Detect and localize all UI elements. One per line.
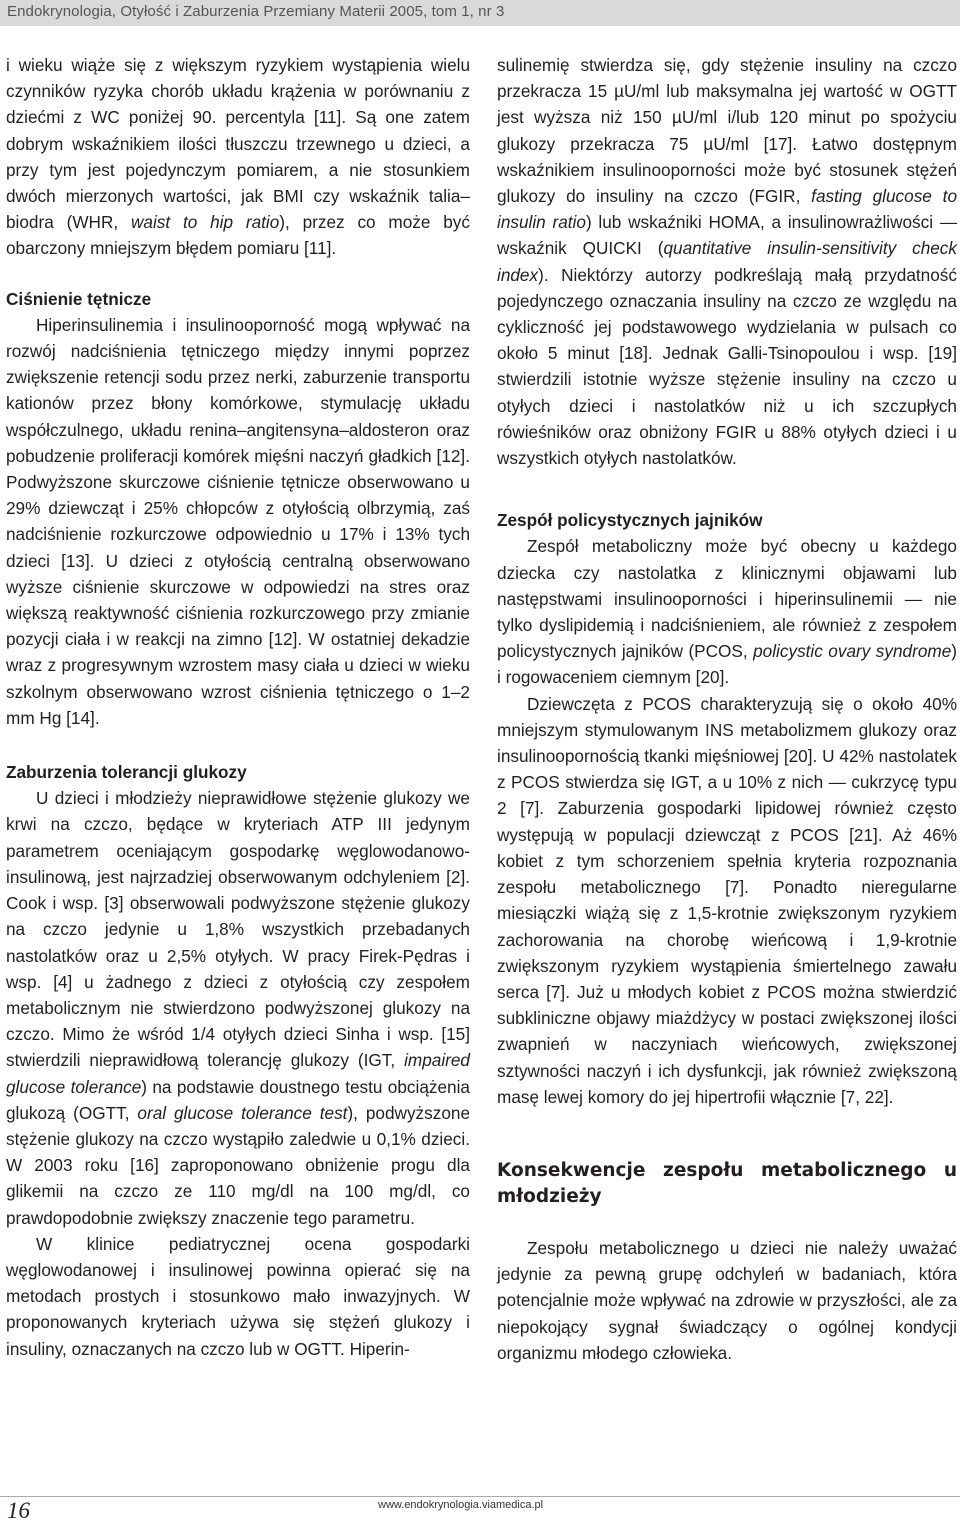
- section-heading: Ciśnienie tętnicze: [6, 288, 152, 309]
- paragraph: [497, 1235, 957, 1366]
- italic-term: fasting glucose to insulin ratio: [497, 186, 957, 233]
- text-run: Dziewczęta z PCOS charakteryzują się o około 40% mniejszym stymulowanym INS metabolizmem glukozy oraz insulinoopornością tkanki mięśniowej [20]. U 42% nastolatek z PCOS stwierdza się IGT, a u 10% z nich — cukrzycę typu 2 [7]. Zaburzenia gospodarki lipidowej również często występują w populacji dziewcząt z PCOS [21]. Aż 46% kobiet z tym schorzeniem spełnia kryteria rozpoznania zespołu metabolicznego [7]. Ponadto nieregularne miesiączki wiążą się z 1,5-krotnie zwiększonym ryzykiem zachorowania na chorobę wieńcową i 1,9-krotnie zwiększonym ryzykiem wystąpienia śmiertelnego zawału serca [7]. Już u młodych kobiet z PCOS można stwierdzić subkliniczne objawy miażdżycy w postaci zwiększonej ilości zwapnień w naczyniach wieńcowych, zwiększonej sztywności naczyń i ich dysfunkcji, jak również zwiększoną masę lewej komory do jej hipertrofii włącznie [7, 22].: [497, 693, 957, 1107]
- text-run: ) i rogowaceniem ciemnym [20].: [497, 641, 957, 688]
- paragraph: [497, 533, 957, 690]
- page-number: 16: [7, 1498, 30, 1523]
- text-run: ). Niektórzy autorzy podkreślają małą przydatność pojedynczego oznaczania insuliny na czczo ze względu na cykliczność jej podstawowego wydzielania w pulsach co około 5 minut [18]. Jednak Galli-Tsinopoulou i wsp. [19] stwierdzili istotnie wyższe stężenie insuliny na czczo u otyłych dzieci i nastolatków niż u ich szczupłych rówieśników oraz obniżony FGIR u 88% otyłych dzieci i u wszystkich otyłych nastolatków.: [497, 264, 957, 469]
- paragraph: [6, 1231, 470, 1362]
- text-run: U dzieci i młodzieży nieprawidłowe stężenie glukozy we krwi na czczo, będące w kryteriach ATP III jedynym parametrem oceniającym gospodarkę węglowodanowo-insulinową, jest najrzadziej obserwowanym odchyleniem [2]. Cook i wsp. [3] obserwowali podwyższone stężenie glukozy na czczo jedynie u 1,8% wszystkich przebadanych nastolatków oraz u 2,5% otyłych. W pracy Firek-Pędras i wsp. [4] u żadnego z dzieci z otyłością czy zespołem metabolicznym nie stwierdzono podwyższonej glukozy na czczo. Mimo że wśród 1/4 otyłych dzieci Sinha i wsp. [15] stwierdzili nieprawidłową tolerancję glukozy (IGT,: [6, 788, 470, 1071]
- paragraph: [6, 312, 470, 731]
- text-run: ), podwyższone stężenie glukozy na czczo wystąpiło zaledwie u 0,1% dzieci. W 2003 roku [16] zaproponowano obniżenie progu dla glikemii na czczo ze 110 mg/dl na 100 mg/dl, co prawdopodobnie zwiększy znaczenie tego parametru.: [6, 1102, 471, 1228]
- italic-term: oral glucose tolerance test: [137, 1102, 348, 1123]
- italic-term: quantitative insulin-sensitivity check index: [497, 238, 957, 285]
- text-run: ), przez co może być obarczony mniejszym błędem pomiaru [11].: [6, 212, 470, 259]
- paragraph: [497, 691, 957, 1110]
- text-run: ) lub wskaźniki HOMA, a insulinowrażliwości — wskaźnik QUICKI (: [497, 212, 958, 259]
- text-run: Zespół metaboliczny może być obecny u każdego dziecka czy nastolatka z klinicznymi objawami lub następstwami insulinooporności i hiperinsulinemii — nie tylko dyslipidemią i nadciśnieniem, ale również z zespołem policystycznych jajników (PCOS,: [497, 536, 957, 662]
- journal-title: Endokrynologia, Otyłość i Zaburzenia Przemiany Materii 2005, tom 1, nr 3: [7, 3, 505, 20]
- italic-term: waist to hip ratio: [130, 212, 280, 233]
- italic-term: policystic ovary syndrome: [753, 641, 952, 662]
- paragraph: [6, 785, 470, 1230]
- section-heading: Zespół policystycznych jajników: [497, 510, 763, 531]
- text-run: Hiperinsulinemia i insulinooporność mogą wpływać na rozwój nadciśnienia tętniczego między innymi poprzez zwiększenie retencji sodu przez nerki, zaburzenie transportu kationów przez błony komórkowe, stymulację układu współczulnego, układu renina–angitensyna–aldosteron oraz pobudzenie proliferacji komórek mięśni naczyń gładkich [12]. Podwyższone skurczowe ciśnienie tętnicze obserwowano u 29% dziewcząt i 25% chłopców z otyłością olbrzymią, zaś nadciśnienie rozkurczowe odpowiednio u 17% i 13% tych dzieci [13]. U dzieci z otyłością centralną obserwowano wyższe ciśnienie skurczowe w odpowiedzi na stres oraz większą reaktywność ciśnienia rozkurczowego przy zmianie pozycji ciała i w reakcji na zimno [12]. W ostatniej dekadzie wraz z progresywnym wzrostem masy ciała u dzieci w wieku szkolnym obserwowano wzrost ciśnienia tętniczego o 1–2 mm Hg [14].: [6, 314, 470, 728]
- text-run: Zespołu metabolicznego u dzieci nie należy uważać jedynie za pewną grupę odchyleń w badaniach, która potencjalnie może wpływać na zdrowie w przyszłości, ale za niepokojący sygnał świadczący o ogólnej kondycji organizmu młodego człowieka.: [497, 1237, 957, 1363]
- section-heading: Zaburzenia tolerancji glukozy: [6, 762, 247, 783]
- paragraph: [497, 52, 957, 471]
- chapter-heading: Konsekwencje zespołu metabolicznego u młodzieży: [497, 1159, 957, 1208]
- right-column: [497, 52, 957, 1366]
- text-run: i wieku wiąże się z większym ryzykiem wystąpienia wielu czynników ryzyka chorób układu krążenia w porównaniu z dziećmi z WC poniżej 90. percentyla [11]. Są one zatem dobrym wskaźnikiem ilości tłuszczu trzewnego u dzieci, a przy tym jest pojedynczym pomiarem, a nie stosunkiem dwóch mierzonych wartości, jak BMI czy wskaźnik talia–biodra (WHR,: [6, 55, 470, 233]
- footer-divider: [0, 1496, 960, 1497]
- left-column: [6, 52, 470, 1362]
- running-header: [0, 0, 960, 26]
- text-run: sulinemię stwierdza się, gdy stężenie insuliny na czczo przekracza 15 µU/ml lub maksymalna jej wartość w OGTT jest wyższa niż 150 µU/ml i/lub 120 minut po spożyciu glukozy przekracza 75 µU/ml [17]. Łatwo dostępnym wskaźnikiem insulinooporności może być stosunek stężeń glukozy do insuliny na czczo (FGIR,: [497, 55, 957, 207]
- text-run: W klinice pediatrycznej ocena gospodarki węglowodanowej i insulinowej powinna opierać się na metodach prostych i stosunkowo mało inwazyjnych. W proponowanych kryteriach używa się stężeń glukozy i insuliny, oznaczanych na czczo lub w OGTT. Hiperin-: [6, 1233, 470, 1359]
- italic-term: impaired glucose tolerance: [6, 1050, 470, 1097]
- paragraph: [6, 52, 470, 262]
- text-run: ) na podstawie doustnego testu obciążenia glukozą (OGTT,: [6, 1076, 470, 1123]
- footer-url: www.endokrynologia.viamedica.pl: [378, 1499, 544, 1511]
